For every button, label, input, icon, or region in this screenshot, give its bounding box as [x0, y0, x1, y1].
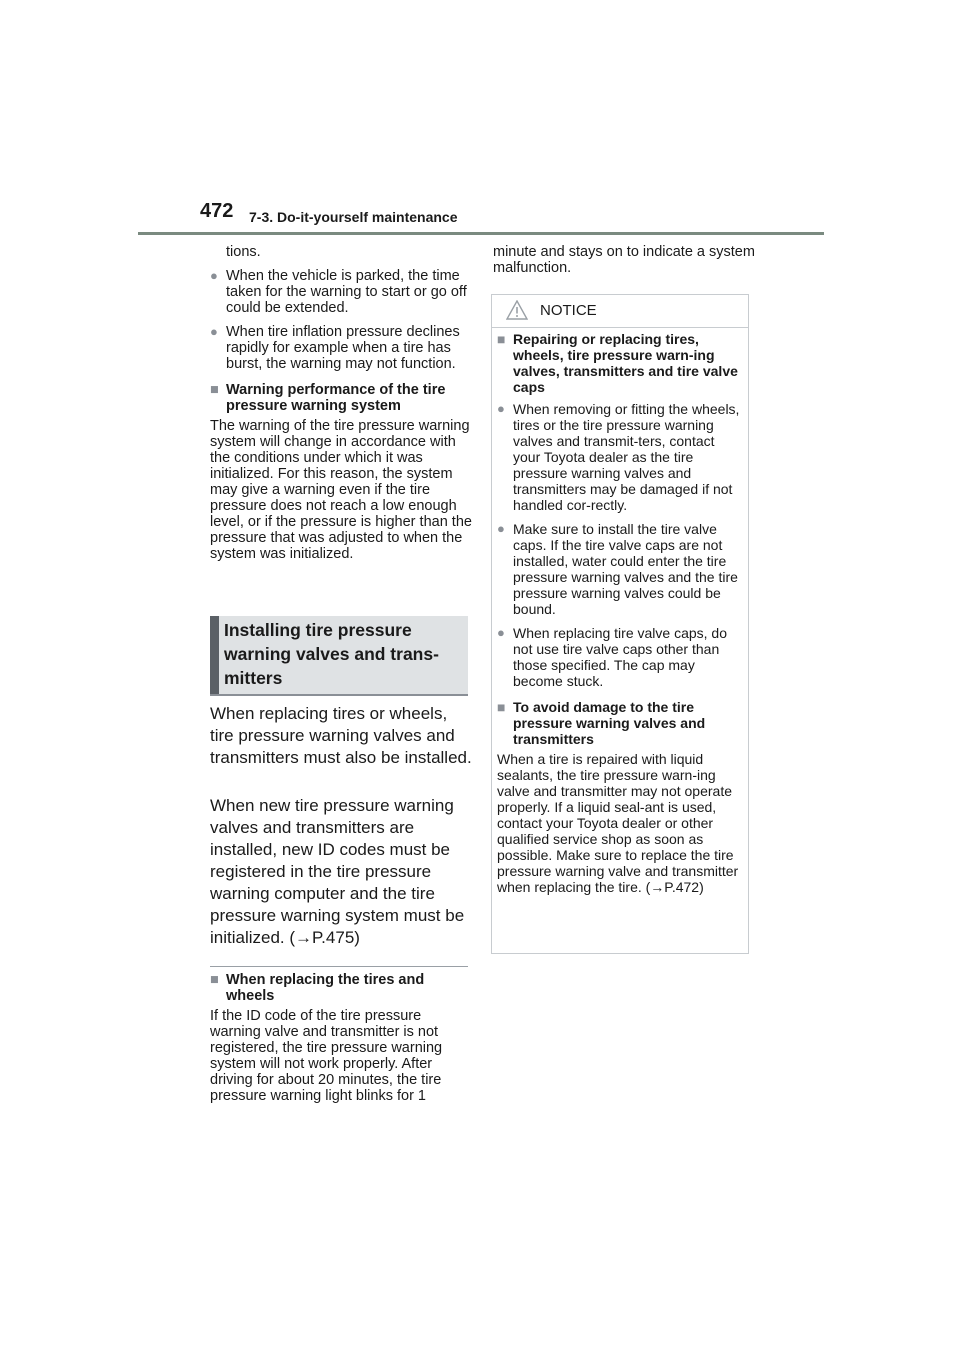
- list-item: ● When the vehicle is parked, the time taken for the warning to start or go off could be extended.: [210, 268, 467, 316]
- page-number: 472: [200, 200, 234, 222]
- square-bullet-icon: ■: [497, 331, 506, 347]
- list-item: ● Make sure to install the tire valve caps. If the tire valve caps are not installed, water could enter the tire pressure warning valves and the tire pressure warning valves could be bound.: [497, 521, 738, 617]
- square-bullet-icon: ■: [210, 972, 219, 988]
- notice-header: [492, 295, 748, 328]
- heading-accent-bar: [210, 616, 219, 694]
- section-heading: [210, 616, 468, 696]
- notice-box: [491, 294, 749, 954]
- divider: [210, 966, 468, 967]
- subheading: ■ Warning performance of the tire pressure warning system: [210, 382, 446, 414]
- list-item: ● When tire inflation pressure declines rapidly for example when a tire has burst, the warning may not function.: [210, 324, 460, 372]
- middle-column: [493, 244, 755, 276]
- subheading: ■ To avoid damage to the tire pressure warning valves and transmitters: [497, 699, 706, 747]
- warning-triangle-icon: [506, 300, 528, 320]
- notice-body: [497, 331, 743, 895]
- paragraph: When a tire is repaired with liquid sealants, the tire pressure warn-ing valve and transmitter may not operate properly. If a liquid seal-ant is used, contact your Toyota dealer or other qualified service shop as soon as possible. Make sure to replace the tire pressure warning valve and transmitter when replacing the tire. (→P.472): [497, 751, 739, 895]
- body-paragraph: When new tire pressure warning valves and transmitters are installed, new ID codes must be registered in the tire pressure warning computer and the tire pressure warning system must be initialized. (→P.475): [210, 796, 465, 947]
- bullet-icon: ●: [497, 625, 505, 640]
- paragraph: The warning of the tire pressure warning system will change in accordance with the conditions under which it was initialized. For this reason, the system may give a warning even if the tire pressure does not reach a low enough level, or if the pressure is higher than the pressure that was adjusted to when the system was initialized.: [210, 418, 472, 562]
- subheading: ■ When replacing the tires and wheels: [210, 972, 425, 1004]
- list-item: ● When removing or fitting the wheels, tires or the tire pressure warning valves and transmit-ters, contact your Toyota dealer as the tire pressure warning valves and transmitters may be damaged if not handled cor-rectly.: [497, 401, 740, 513]
- square-bullet-icon: ■: [497, 699, 506, 715]
- paragraph: If the ID code of the tire pressure warning valve and transmitter is not registered, the tire pressure warning system will not work properly. After driving for about 20 minutes, the tire pressure warning light blinks for 1: [210, 1008, 443, 1104]
- section-title: 7-3. Do-it-yourself maintenance: [249, 209, 458, 225]
- notice-label: NOTICE: [540, 302, 597, 319]
- bullet-icon: ●: [497, 521, 505, 536]
- list-item: ● When replacing tire valve caps, do not use tire valve caps other than those specified. The cap may become stuck.: [497, 625, 727, 689]
- subheading: ■ Repairing or replacing tires, wheels, tire pressure warn-ing valves, transmitters and tire valve caps: [497, 331, 738, 395]
- left-column: [210, 244, 472, 562]
- continued-text: minute and stays on to indicate a system malfunction.: [493, 244, 755, 276]
- left-column-lower: [210, 972, 472, 1104]
- square-bullet-icon: ■: [210, 382, 219, 398]
- bullet-icon: ●: [497, 401, 505, 416]
- bullet-icon: ●: [210, 324, 218, 339]
- body-paragraph: When replacing tires or wheels, tire pressure warning valves and transmitters must also be installed.: [210, 704, 472, 767]
- header-rule: [138, 232, 824, 235]
- section-heading-text: Installing tire pressure warning valves and trans-mitters: [224, 620, 439, 688]
- continued-text: tions.: [226, 244, 261, 260]
- page-header: [200, 200, 822, 236]
- bullet-icon: ●: [210, 268, 218, 283]
